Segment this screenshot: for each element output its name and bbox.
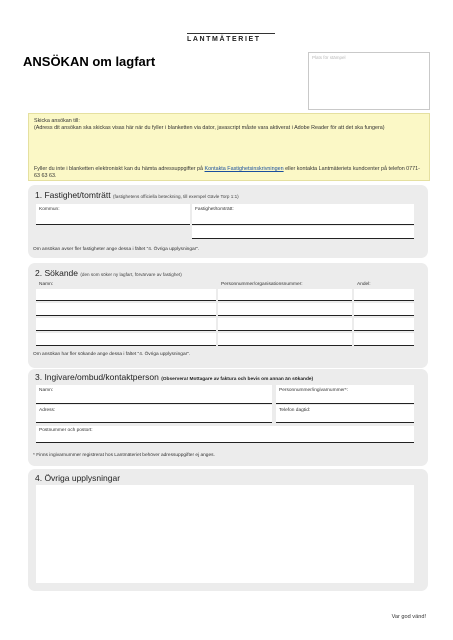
section-applicant-heading: 2. Sökande	[35, 268, 79, 278]
applicant-name-3[interactable]	[36, 318, 216, 331]
section-other-title: 4. Övriga upplysningar	[35, 473, 121, 483]
contact-phone-label: Telefon dagtid:	[279, 408, 311, 413]
applicant-name-label: Namn:	[39, 282, 54, 287]
contact-name-label: Namn:	[39, 388, 54, 393]
property-label: Fastighet/tomträtt:	[195, 207, 234, 212]
applicant-share-4[interactable]	[354, 333, 414, 346]
applicant-name-2[interactable]	[36, 303, 216, 316]
address-info-tail: eller kontakta Lantmäteriets kundcenter på telefon 0771-63 63 63.	[34, 166, 420, 179]
municipality-field[interactable]	[36, 204, 190, 225]
stamp-label: Plats för stämpel	[312, 55, 346, 60]
page-title: ANSÖKAN om lagfart	[23, 54, 156, 69]
applicant-id-1[interactable]	[218, 289, 352, 301]
send-to-heading: Skicka ansökan till:	[34, 118, 80, 124]
turn-page-note: Var god vänd!	[391, 614, 426, 620]
contact-address-label: Adress:	[39, 408, 56, 413]
section-other	[28, 469, 428, 591]
stamp-box	[308, 52, 430, 110]
contact-id-field[interactable]	[276, 385, 414, 404]
section-property-note: Om ansökan avser fler fastigheter ange dessa i fältet "4. Övriga upplysningar".	[33, 247, 200, 252]
applicant-share-label: Andel:	[357, 282, 371, 287]
applicant-id-label: Personnummer/organisationsnummer:	[221, 282, 303, 287]
applicant-share-2[interactable]	[354, 303, 414, 316]
section-contact	[28, 369, 428, 466]
applicant-share-1[interactable]	[354, 289, 414, 301]
section-property-heading: 1. Fastighet/tomträtt	[35, 190, 111, 200]
property-field[interactable]	[192, 204, 414, 225]
section-applicant-hint: (den som söker ny lagfart, förvärvare av fastighet)	[80, 272, 182, 277]
applicant-id-4[interactable]	[218, 333, 352, 346]
section-applicant	[28, 263, 428, 368]
applicant-name-1[interactable]	[36, 289, 216, 301]
send-to-notice	[28, 113, 430, 181]
other-info-textarea[interactable]	[36, 485, 414, 583]
section-contact-hint: (Observera! Mottagare av faktura och bevis om annan än sökande)	[161, 377, 314, 382]
applicant-name-4[interactable]	[36, 333, 216, 346]
section-property-title	[35, 190, 239, 200]
contact-address-field[interactable]	[36, 405, 272, 423]
section-property-hint: (fastighetens officiella beteckning, till exempel Gävle Torp 1:1)	[112, 194, 239, 199]
section-contact-title	[35, 372, 313, 382]
property-field-2[interactable]	[192, 226, 414, 239]
applicant-id-2[interactable]	[218, 303, 352, 316]
section-applicant-note: Om ansökan har fler sökande ange dessa i fältet "4. Övriga upplysningar".	[33, 352, 191, 357]
section-property	[28, 185, 428, 258]
section-contact-heading: 3. Ingivare/ombud/kontaktperson	[35, 372, 159, 382]
municipality-label: Kommun:	[39, 207, 60, 212]
contact-link[interactable]: Kontakta Fastighetsinskrivningen	[204, 166, 284, 172]
section-contact-note: * Finns ingivarnummer registrerat hos Lantmäteriet behöver adressuppgifter ej anges.	[33, 453, 215, 458]
send-to-text: (Adress dit ansökan ska skickas visas här när du fyller i blanketten via dator, javascript måste vara aktiverat i Adobe Reader för att det ska fungera)	[34, 125, 385, 131]
address-info-lead: Fyller du inte i blanketten elektroniskt kan du hämta adressuppgifter på	[34, 166, 205, 172]
contact-postal-field[interactable]	[36, 426, 414, 443]
contact-name-field[interactable]	[36, 385, 272, 404]
contact-phone-field[interactable]	[276, 405, 414, 423]
logo-rule	[187, 33, 275, 34]
lantmateriet-logo: LANTMÄTERIET	[187, 36, 261, 43]
applicant-id-3[interactable]	[218, 318, 352, 331]
applicant-share-3[interactable]	[354, 318, 414, 331]
section-applicant-title	[35, 268, 182, 278]
contact-postal-label: Postnummer och postort:	[39, 428, 93, 433]
contact-id-label: Personnummer/ingivarnummer*:	[279, 388, 349, 393]
address-info	[34, 166, 422, 179]
